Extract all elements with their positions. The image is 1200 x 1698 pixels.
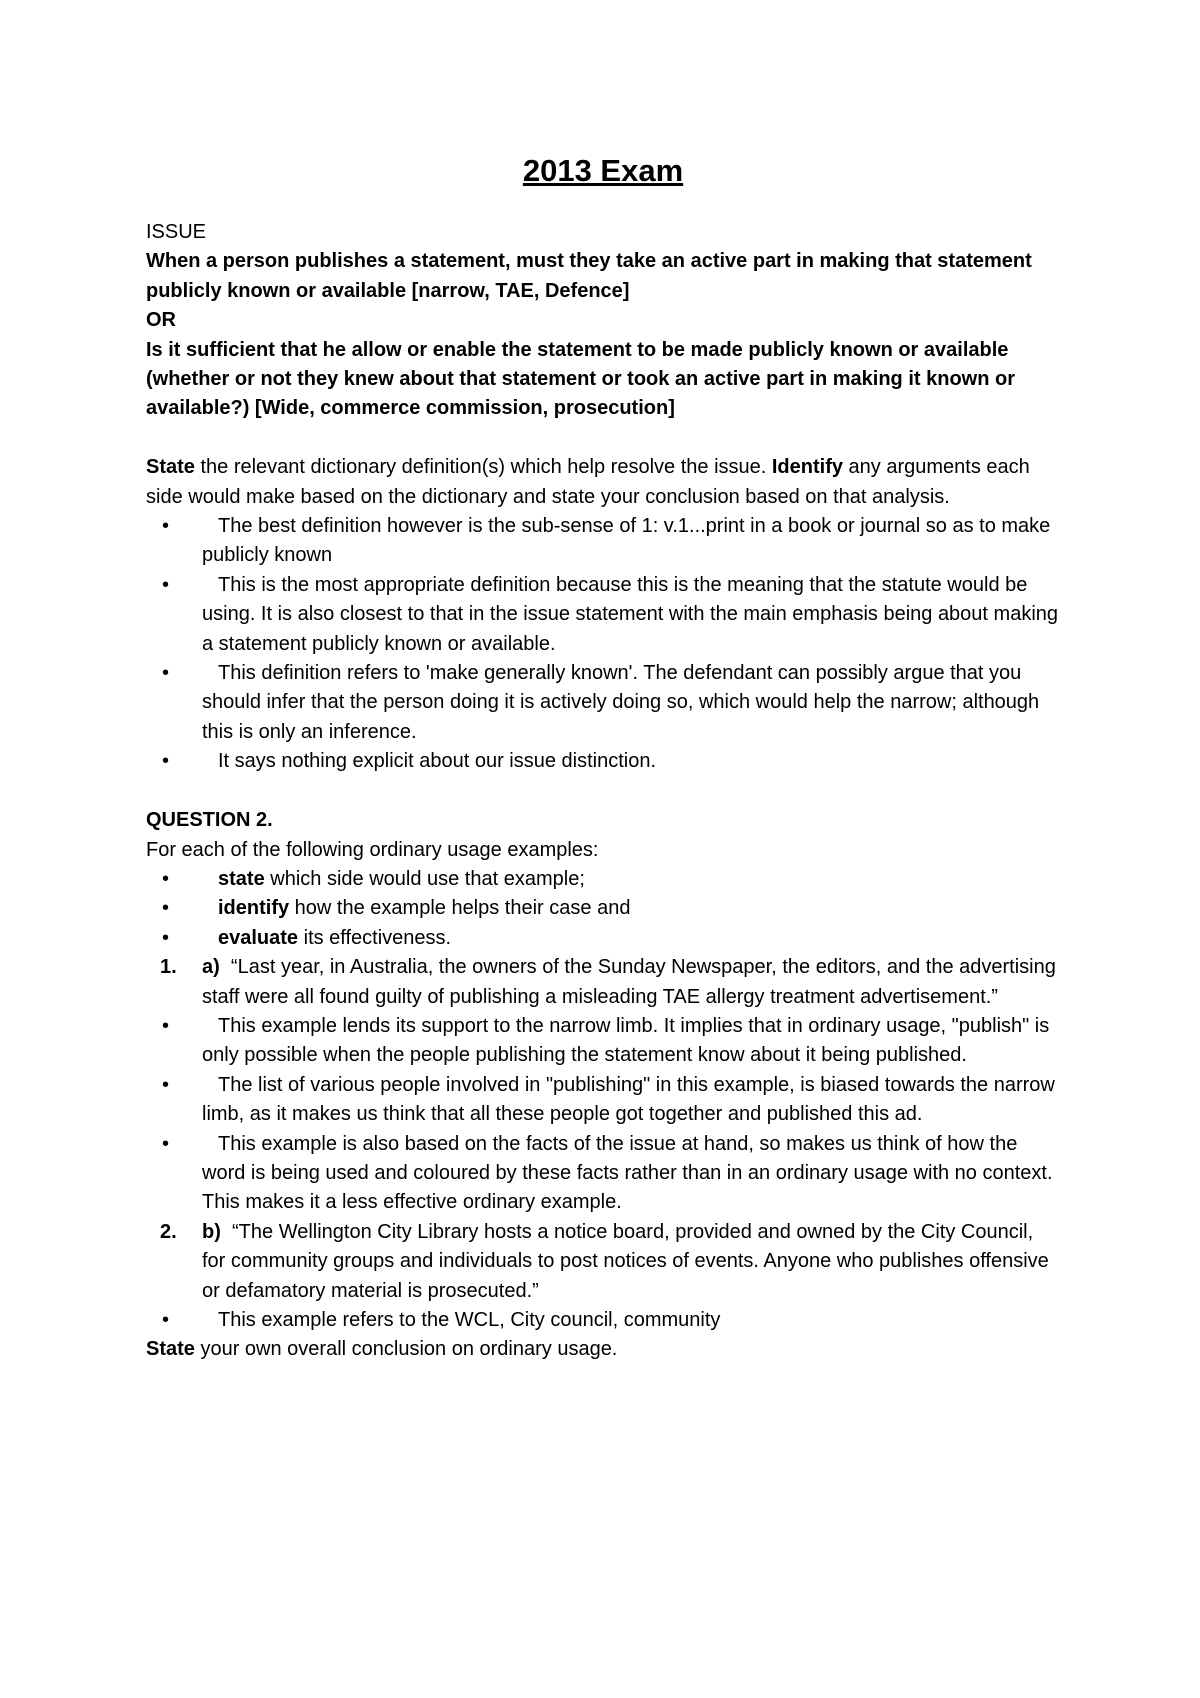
issue-or: OR — [146, 309, 176, 332]
example-b-bullets — [146, 1306, 1060, 1335]
list-item — [146, 1306, 1060, 1335]
prompt-text: any arguments each side would make based on the dictionary and state your conclusion based on that analysis. — [146, 456, 1030, 508]
list-item — [146, 924, 1060, 953]
task-verb: evaluate — [218, 926, 299, 949]
list-item — [146, 512, 1060, 571]
task-text: its effectiveness. — [298, 926, 452, 949]
question-1-bullets — [146, 512, 1060, 777]
list-item-text: This definition refers to 'make generally known'. The defendant can possibly argue that you should infer that the person doing it is actively doing so, which would help the narrow; although this is only an inference. — [202, 662, 1040, 743]
issue-narrow-limb: When a person publishes a statement, must they take an active part in making that statement publicly known or available [narrow, TAE, Defence] — [146, 250, 1032, 302]
list-item-text: This example is also based on the facts of the issue at hand, so makes us think of how the word is being used and coloured by these facts rather than in an ordinary usage with no context. This makes it a less effective ordinary example. — [202, 1132, 1053, 1214]
list-item-text: This example refers to the WCL, City council, community — [218, 1309, 721, 1331]
list-item-text — [218, 897, 630, 919]
list-item-text: The list of various people involved in "publishing" in this example, is biased towards the narrow limb, as it makes us think that all these people got together and published this ad. — [202, 1073, 1055, 1126]
example-a-bullets — [146, 1012, 1060, 1218]
example-number: 1. — [160, 956, 177, 979]
list-item — [146, 747, 1060, 776]
issue-label: ISSUE — [146, 221, 207, 243]
state-word: State — [146, 1338, 195, 1361]
list-item-text: It says nothing explicit about our issue distinction. — [218, 750, 657, 773]
page-title: 2013 Exam — [522, 153, 684, 188]
prompt-text: the relevant dictionary definition(s) which help resolve the issue. — [194, 456, 772, 479]
example-text: “The Wellington City Library hosts a notice board, provided and owned by the City Council, for community groups and individuals to post notices of events. Anyone who publishes offensive or defamatory material is prosecuted.” — [202, 1220, 1049, 1302]
list-item — [146, 659, 1060, 747]
example-label: b) — [202, 1220, 221, 1243]
example-text: “Last year, in Australia, the owners of the Sunday Newspaper, the editors, and the advertising staff were all found guilty of publishing a misleading TAE allergy treatment advertisement.” — [202, 956, 1056, 1008]
task-text: how the example helps their case and — [289, 897, 631, 920]
spacer — [146, 777, 1060, 806]
question-2-intro: For each of the following ordinary usage examples: — [146, 838, 599, 861]
question-2-heading: QUESTION 2. — [146, 809, 273, 832]
list-item — [146, 865, 1060, 894]
list-item-text: This example lends its support to the narrow limb. It implies that in ordinary usage, "publish" is only possible when the people publishing the statement know about it being published. — [202, 1014, 1050, 1067]
identify-word: Identify — [771, 456, 843, 479]
example-number: 2. — [160, 1220, 177, 1243]
question-2-conclusion — [146, 1335, 1060, 1364]
list-item-text — [218, 868, 585, 890]
question-1-prompt — [146, 453, 1060, 512]
list-item-text: This is the most appropriate definition because this is the meaning that the statute would be using. It is also closest to that in the issue statement with the main emphasis being about making a statement publicly known or available. — [202, 573, 1059, 655]
list-item — [146, 571, 1060, 659]
question-2-tasks — [146, 865, 1060, 953]
example-label: a) — [202, 956, 220, 979]
task-verb: identify — [218, 897, 290, 920]
example-b — [146, 1218, 1060, 1306]
list-item — [146, 1130, 1060, 1218]
list-item-text: The best definition however is the sub-sense of 1: v.1...print in a book or journal so as to make publicly known — [202, 515, 1051, 567]
list-item — [146, 1012, 1060, 1071]
spacer — [146, 424, 1060, 453]
example-a — [146, 953, 1060, 1012]
task-text: which side would use that example; — [264, 867, 585, 890]
issue-wide-limb: Is it sufficient that he allow or enable the statement to be made publicly known or available (whether or not they knew about that statement or took an active part in making it known or available?) [Wide, commerce commission, prosecution] — [146, 338, 1015, 420]
conclusion-text: your own overall conclusion on ordinary usage. — [194, 1338, 618, 1361]
task-verb: state — [218, 867, 265, 890]
list-item — [146, 1071, 1060, 1130]
state-word: State — [146, 456, 195, 479]
list-item-text — [218, 927, 451, 949]
document-body — [146, 218, 1060, 1365]
list-item — [146, 894, 1060, 923]
